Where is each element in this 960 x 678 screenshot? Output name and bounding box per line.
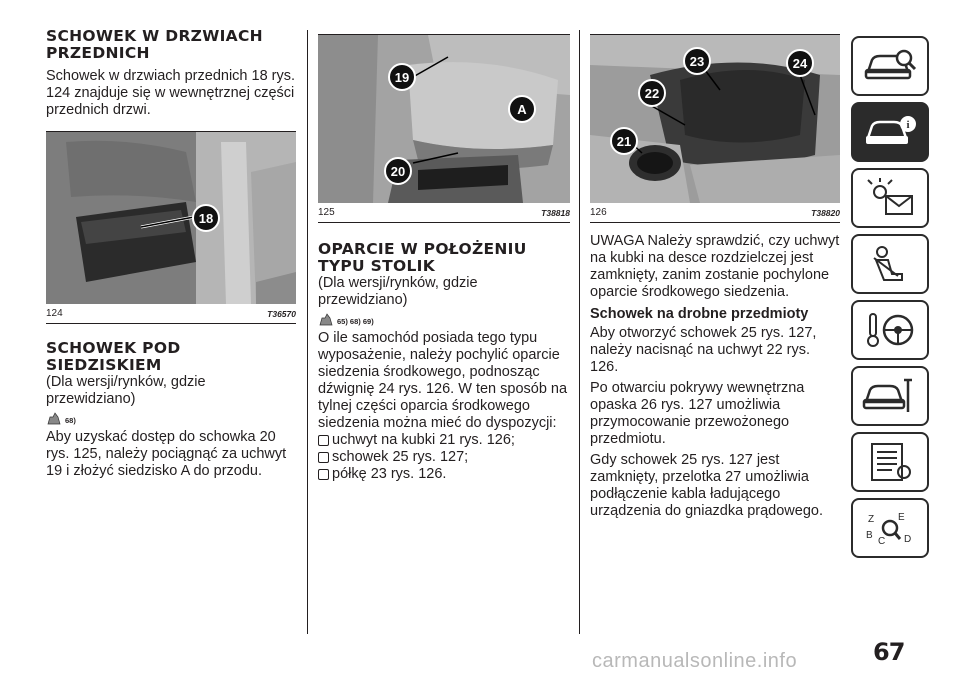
- list-item-text: uchwyt na kubki 21 rys. 126;: [332, 432, 515, 448]
- tab-vehicle-info[interactable]: [851, 102, 929, 162]
- list-item-text: schowek 25 rys. 127;: [332, 449, 469, 465]
- list-item-text: półkę 23 rys. 126.: [332, 466, 447, 482]
- checkbox-bullet-icon: [318, 435, 329, 446]
- figure-code: T38818: [541, 208, 570, 218]
- warning-hand-icon: [318, 312, 334, 326]
- callout-23: 23: [683, 47, 711, 75]
- figure-code: T38820: [811, 208, 840, 218]
- column-1: [46, 28, 296, 480]
- svg-text:i: i: [906, 119, 910, 131]
- svg-text:E: E: [898, 512, 905, 523]
- paragraph: Gdy schowek 25 rys. 127 jest zamknięty, przelotka 27 umożliwia podłączenie kabla ładującego urządzenia do gniazdka prądowego.: [590, 452, 823, 519]
- column-2: [318, 34, 570, 483]
- figure-126-caption: [590, 203, 840, 223]
- car-tools-icon: [862, 376, 918, 416]
- chapter-tabs: [851, 36, 929, 564]
- column-divider: [579, 30, 580, 634]
- airbag-seat-icon: [862, 244, 918, 284]
- availability-note: (Dla wersji/rynków, gdzie przewidziano): [46, 374, 206, 407]
- paragraph-note: UWAGA Należy sprawdzić, czy uchwyt na kubki na desce rozdzielczej jest zamknięty, zanim zostanie pochylone oparcie środkowego siedzenia.: [590, 233, 840, 300]
- subsection-title: Schowek na drobne przedmioty: [590, 306, 809, 322]
- figure-124-caption: [46, 304, 296, 324]
- figure-126-image: [590, 34, 840, 203]
- paragraph: Schowek w drzwiach przednich 18 rys. 124 znajduje się w wewnętrznej części przednich drzwi.: [46, 68, 296, 118]
- section-title-under-seat-storage: [46, 340, 296, 374]
- list-item: [318, 449, 570, 466]
- tab-safety[interactable]: [851, 234, 929, 294]
- svg-text:D: D: [904, 534, 912, 545]
- tab-warning-lights[interactable]: [851, 168, 929, 228]
- title-line: TYPU STOLIK: [318, 257, 436, 275]
- page-number: 67: [873, 638, 905, 666]
- warning-hand-icon: [46, 411, 62, 425]
- tab-technical-data[interactable]: [851, 432, 929, 492]
- warning-reference: [46, 411, 296, 425]
- callout-19: 19: [388, 63, 416, 91]
- callout-20: 20: [384, 157, 412, 185]
- seat-storage-photo: [318, 35, 570, 203]
- warning-reference: [318, 312, 570, 326]
- car-info-icon: [862, 112, 918, 152]
- column-divider: [307, 30, 308, 634]
- door-pocket-photo: [46, 132, 296, 304]
- car-search-icon: [862, 46, 918, 86]
- paragraph: Po otwarciu pokrywy wewnętrzna opaska 26 rys. 127 umożliwia przymocowanie przewożonego przedmiotu.: [590, 380, 805, 447]
- title-line: SIEDZISKIEM: [46, 356, 162, 374]
- watermark: carmanualsonline.info: [592, 650, 798, 672]
- paragraph: Aby otworzyć schowek 25 rys. 127, należy nacisnąć na uchwyt 22 rys. 126.: [590, 325, 817, 375]
- svg-text:Z: Z: [868, 514, 875, 525]
- callout-18: 18: [192, 204, 220, 232]
- section-title-door-storage: [46, 28, 296, 62]
- figure-number: 124: [46, 308, 63, 319]
- alphabet-index-icon: [862, 508, 918, 548]
- callout-22: 22: [638, 79, 666, 107]
- figure-125-caption: [318, 203, 570, 223]
- figure-124-image: [46, 131, 296, 304]
- title-line: PRZEDNICH: [46, 44, 150, 62]
- callout-21: 21: [610, 127, 638, 155]
- svg-text:B: B: [866, 530, 873, 541]
- tab-starting-driving[interactable]: [851, 300, 929, 360]
- svg-text:C: C: [878, 536, 886, 547]
- checkbox-bullet-icon: [318, 452, 329, 463]
- section-title-table-backrest: [318, 241, 570, 275]
- figure-125-image: [318, 34, 570, 203]
- figure-number: 126: [590, 207, 607, 218]
- title-line: SCHOWEK POD: [46, 339, 181, 357]
- paragraph: O ile samochód posiada tego typu wyposażenie, należy pochylić oparcie siedzenia środkowego, podnosząc dźwignię 24 rys. 126. W ten sposób na tylnej części oparcia środkowego siedzenia można mieć do dyspozycji:: [318, 330, 568, 431]
- warning-ref-text: 65) 68) 69): [337, 317, 374, 326]
- tab-maintenance[interactable]: [851, 366, 929, 426]
- availability-note: (Dla wersji/rynków, gdzie przewidziano): [318, 275, 478, 308]
- tab-index[interactable]: [851, 498, 929, 558]
- column-3: [590, 34, 840, 520]
- paragraph: Aby uzyskać dostęp do schowka 20 rys. 125, należy pociągnąć za uchwyt 19 i złożyć siedzisko A do przodu.: [46, 429, 287, 479]
- tab-vehicle-overview[interactable]: [851, 36, 929, 96]
- warning-ref-text: 68): [65, 416, 76, 425]
- key-steering-icon: [862, 310, 918, 350]
- callout-a: A: [508, 95, 536, 123]
- title-line: OPARCIE W POŁOŻENIU: [318, 240, 527, 258]
- specifications-list-icon: [862, 442, 918, 482]
- list-item: [318, 466, 570, 483]
- list-item: [318, 432, 570, 449]
- warning-lights-icon: [862, 178, 918, 218]
- checkbox-bullet-icon: [318, 469, 329, 480]
- title-line: SCHOWEK W DRZWIACH: [46, 27, 263, 45]
- figure-code: T36570: [267, 309, 296, 319]
- figure-number: 125: [318, 207, 335, 218]
- callout-24: 24: [786, 49, 814, 77]
